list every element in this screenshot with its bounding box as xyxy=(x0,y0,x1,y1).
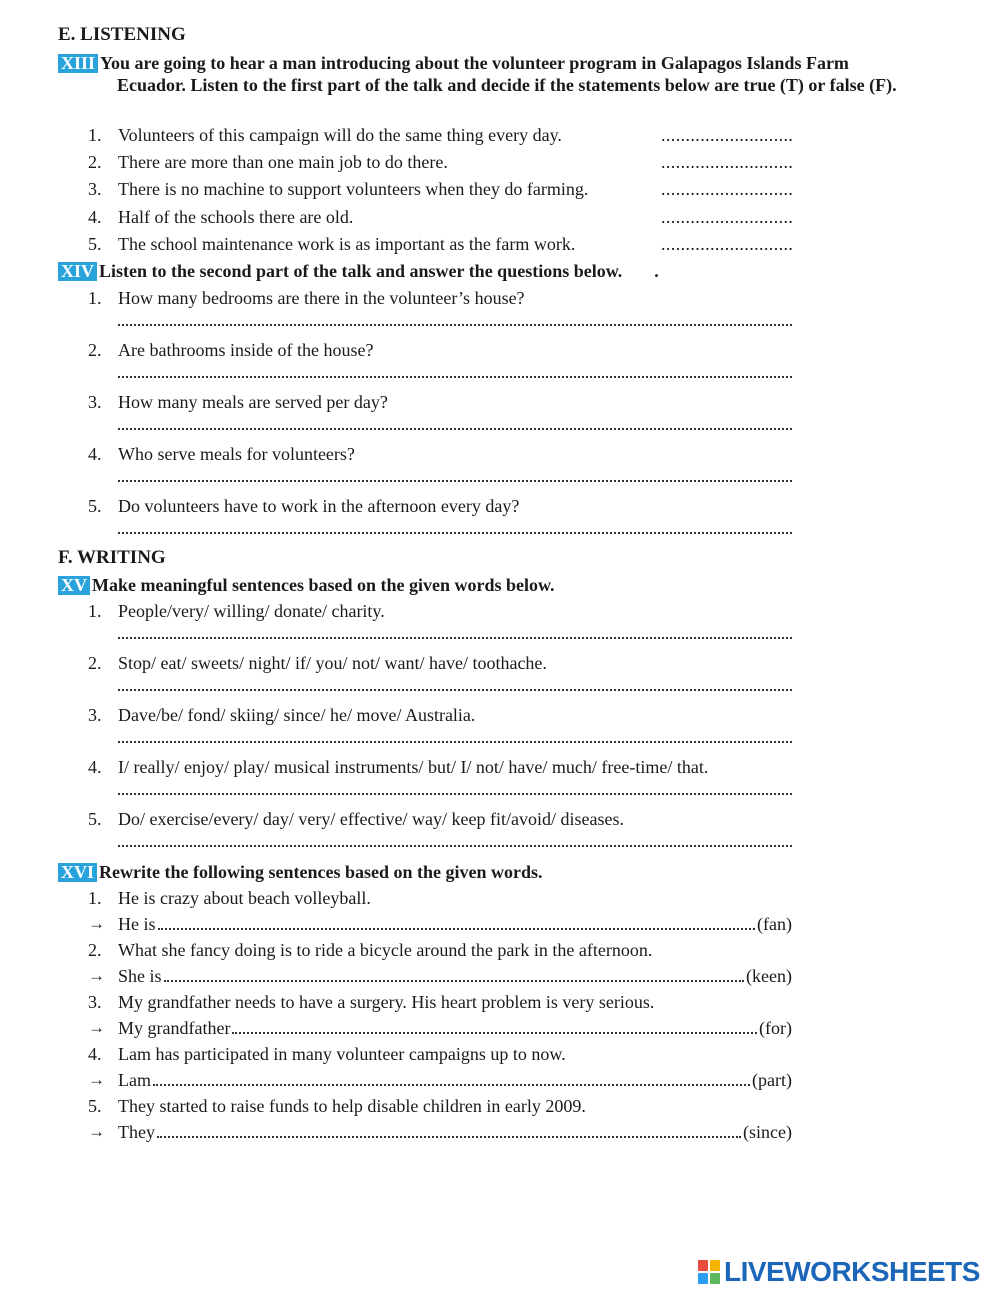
arrow-icon: → xyxy=(88,914,105,933)
rewrite-lead: He is xyxy=(118,914,156,934)
logo-tile xyxy=(698,1260,708,1271)
true-false-blank[interactable]: ........................... xyxy=(661,152,794,172)
liveworksheets-logo-icon xyxy=(698,1260,720,1284)
true-false-blank[interactable]: ........................... xyxy=(661,234,794,254)
arrow-icon: → xyxy=(88,1070,105,1089)
rewrite-lead: They xyxy=(118,1122,155,1142)
exercise-xiii-instruction-line1: You are going to hear a man introducing about the volunteer program in Galapagos Islands Farm xyxy=(100,53,849,73)
rewrite-hint: (fan) xyxy=(757,914,792,934)
exercise-xv-instruction: Make meaningful sentences based on the given words below. xyxy=(92,575,555,595)
rewrite-lead: She is xyxy=(118,966,162,986)
original-sentence: My grandfather needs to have a surgery. His heart problem is very serious. xyxy=(118,992,655,1012)
exercise-xvi-instruction: Rewrite the following sentences based on the given words. xyxy=(99,862,543,882)
rewrite-lead: Lam xyxy=(118,1070,151,1090)
question-text: How many meals are served per day? xyxy=(118,392,388,412)
prompt-words: Do/ exercise/every/ day/ very/ effective/ way/ keep fit/avoid/ diseases. xyxy=(118,809,624,829)
prompt-words: Stop/ eat/ sweets/ night/ if/ you/ not/ want/ have/ toothache. xyxy=(118,653,547,673)
item-number: 1. xyxy=(88,888,102,908)
statement-text: Volunteers of this campaign will do the same thing every day. xyxy=(118,125,562,145)
answer-line[interactable] xyxy=(118,374,792,378)
rewrite-blank[interactable] xyxy=(153,1070,750,1086)
item-number: 4. xyxy=(88,444,102,464)
rewrite-hint: (since) xyxy=(743,1122,792,1142)
answer-line[interactable] xyxy=(118,478,792,482)
item-number: 1. xyxy=(88,125,102,145)
statement-text: There is no machine to support volunteers when they do farming. xyxy=(118,179,589,199)
liveworksheets-logo[interactable] xyxy=(698,1257,994,1287)
logo-tile xyxy=(698,1273,708,1284)
original-sentence: He is crazy about beach volleyball. xyxy=(118,888,371,908)
prompt-words: People/very/ willing/ donate/ charity. xyxy=(118,601,385,621)
rewrite-blank[interactable] xyxy=(157,1122,741,1138)
exercise-xiv-instruction: Listen to the second part of the talk and answer the questions below. xyxy=(99,261,623,281)
item-number: 5. xyxy=(88,809,102,829)
rewrite-line[interactable] xyxy=(118,913,792,935)
rewrite-hint: (keen) xyxy=(746,966,792,986)
answer-line[interactable] xyxy=(118,791,792,795)
logo-tile xyxy=(710,1260,720,1271)
arrow-icon: → xyxy=(88,966,105,985)
item-number: 1. xyxy=(88,601,102,621)
original-sentence: What she fancy doing is to ride a bicycle around the park in the afternoon. xyxy=(118,940,653,960)
trailing-period: . xyxy=(654,261,659,281)
answer-line[interactable] xyxy=(118,635,792,639)
item-number: 5. xyxy=(88,234,102,254)
rewrite-line[interactable] xyxy=(118,965,792,987)
item-number: 4. xyxy=(88,207,102,227)
exercise-xiv-heading xyxy=(58,260,942,282)
item-number: 1. xyxy=(88,288,102,308)
true-false-blank[interactable]: ........................... xyxy=(661,125,794,145)
liveworksheets-logo-text: LIVEWORKSHEETS xyxy=(724,1256,980,1287)
item-number: 5. xyxy=(88,496,102,516)
question-text: Who serve meals for volunteers? xyxy=(118,444,355,464)
answer-line[interactable] xyxy=(118,322,792,326)
item-number: 4. xyxy=(88,1044,102,1064)
rewrite-blank[interactable] xyxy=(158,914,756,930)
item-number: 4. xyxy=(88,757,102,777)
section-title-writing: F. WRITING xyxy=(58,547,166,568)
prompt-words: I/ really/ enjoy/ play/ musical instruments/ but/ I/ not/ have/ much/ free-time/ that. xyxy=(118,757,709,777)
exercise-xiii-instruction-continuation: Ecuador. Listen to the first part of the talk and decide if the statements below are true (T) or false (F). xyxy=(117,75,897,95)
rewrite-line[interactable] xyxy=(118,1069,792,1091)
item-number: 5. xyxy=(88,1096,102,1116)
rewrite-blank[interactable] xyxy=(164,966,745,982)
original-sentence: They started to raise funds to help disable children in early 2009. xyxy=(118,1096,586,1116)
question-text: How many bedrooms are there in the volunteer’s house? xyxy=(118,288,525,308)
answer-line[interactable] xyxy=(118,426,792,430)
exercise-xvi-heading xyxy=(58,861,942,883)
rewrite-line[interactable] xyxy=(118,1017,792,1039)
answer-line[interactable] xyxy=(118,739,792,743)
original-sentence: Lam has participated in many volunteer campaigns up to now. xyxy=(118,1044,566,1064)
rewrite-blank[interactable] xyxy=(232,1018,757,1034)
prompt-words: Dave/be/ fond/ skiing/ since/ he/ move/ Australia. xyxy=(118,705,476,725)
answer-line[interactable] xyxy=(118,843,792,847)
exercise-xiii-heading xyxy=(58,52,942,96)
item-number: 3. xyxy=(88,179,102,199)
rewrite-line[interactable] xyxy=(118,1121,792,1143)
item-number: 3. xyxy=(88,392,102,412)
rewrite-hint: (part) xyxy=(752,1070,792,1090)
answer-line[interactable] xyxy=(118,687,792,691)
item-number: 2. xyxy=(88,152,102,172)
item-number: 2. xyxy=(88,340,102,360)
rewrite-hint: (for) xyxy=(759,1018,792,1038)
item-number: 2. xyxy=(88,940,102,960)
exercise-badge-xiii: XIII xyxy=(58,54,98,73)
answer-line[interactable] xyxy=(118,530,792,534)
statement-text: The school maintenance work is as important as the farm work. xyxy=(118,234,576,254)
item-number: 2. xyxy=(88,653,102,673)
exercise-badge-xv: XV xyxy=(58,576,90,595)
arrow-icon: → xyxy=(88,1018,105,1037)
exercise-badge-xvi: XVI xyxy=(58,863,97,882)
true-false-blank[interactable]: ........................... xyxy=(661,207,794,227)
question-text: Do volunteers have to work in the afternoon every day? xyxy=(118,496,520,516)
statement-text: There are more than one main job to do there. xyxy=(118,152,448,172)
item-number: 3. xyxy=(88,992,102,1012)
item-number: 3. xyxy=(88,705,102,725)
rewrite-lead: My grandfather xyxy=(118,1018,231,1038)
exercise-badge-xiv: XIV xyxy=(58,262,97,281)
true-false-blank[interactable]: ........................... xyxy=(661,179,794,199)
logo-tile xyxy=(710,1273,720,1284)
exercise-xv-heading xyxy=(58,574,942,596)
section-title-listening: E. LISTENING xyxy=(58,24,186,45)
question-text: Are bathrooms inside of the house? xyxy=(118,340,374,360)
statement-text: Half of the schools there are old. xyxy=(118,207,354,227)
arrow-icon: → xyxy=(88,1122,105,1141)
